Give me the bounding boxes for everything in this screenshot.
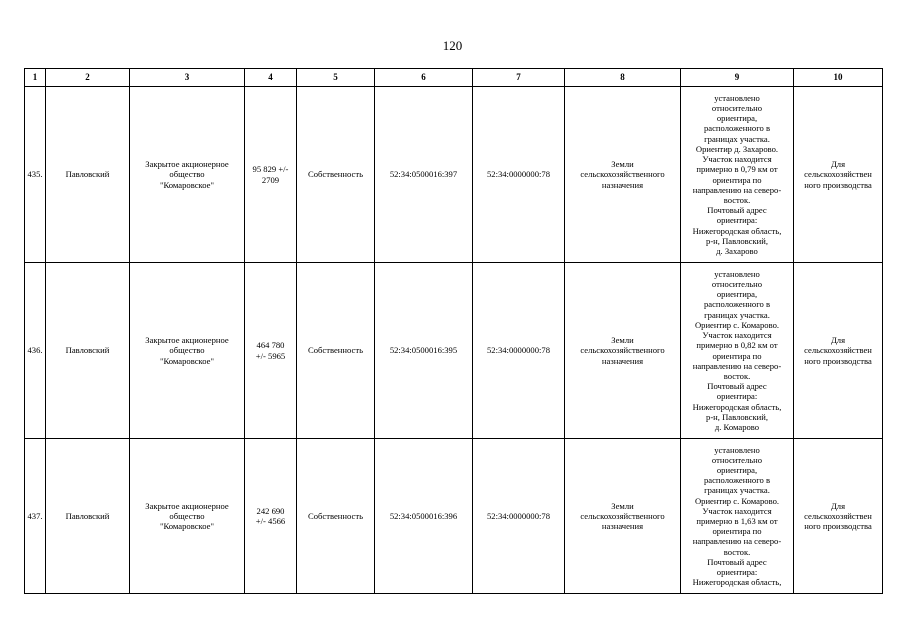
land-registry-table xyxy=(24,68,883,594)
location-cell xyxy=(681,87,794,263)
location-cell xyxy=(681,263,794,439)
column-header: 9 xyxy=(681,69,794,87)
owner-cell xyxy=(130,263,245,439)
row-number: 437. xyxy=(25,439,46,594)
area-cell xyxy=(245,87,297,263)
area-text: 95 829 +/- 2709 xyxy=(252,164,289,185)
area-cell xyxy=(245,263,297,439)
area-text: 242 690 +/- 4566 xyxy=(255,505,286,526)
column-header: 10 xyxy=(794,69,883,87)
column-header: 8 xyxy=(565,69,681,87)
owner-cell xyxy=(130,439,245,594)
permitted-use-cell xyxy=(794,439,883,594)
owner-text: Закрытое акционерное общество "Комаровское" xyxy=(145,500,229,532)
column-header: 3 xyxy=(130,69,245,87)
table-row xyxy=(25,439,883,594)
row-number: 435. xyxy=(25,87,46,263)
location-cell xyxy=(681,439,794,594)
permitted-use-text: Для сельскохозяйствен ного производства xyxy=(804,500,872,532)
table-row xyxy=(25,87,883,263)
land-category-cell xyxy=(565,263,681,439)
location-text: установлено относительно ориентира, расположенного в границах участка. Ориентир д. Захарово. Участок находится примерно в 0,79 км от ориентира по направлению на северо- восток. Почтовый адрес ориентира: Нижегородская область, р-н, Павловский, д. Захарово xyxy=(692,92,782,256)
owner-text: Закрытое акционерное общество "Комаровское" xyxy=(145,335,229,366)
area-cell xyxy=(245,439,297,594)
permitted-use-text: Для сельскохозяйствен ного производства xyxy=(804,335,872,366)
permitted-use-cell xyxy=(794,87,883,263)
right-type-cell: Собственность xyxy=(297,87,375,263)
permitted-use-cell xyxy=(794,263,883,439)
district-cell: Павловский xyxy=(46,87,130,263)
district-cell: Павловский xyxy=(46,263,130,439)
column-header: 1 xyxy=(25,69,46,87)
land-category-cell xyxy=(565,439,681,594)
right-type-cell: Собственность xyxy=(297,439,375,594)
location-text: установлено относительно ориентира, расположенного в границах участка. Ориентир с. Комарово. Участок находится примерно в 0,82 км от ориентира по направлению на северо- восток. Почтовый адрес ориентира: Нижегородская область, р-н, Павловский, д. Комарово xyxy=(692,268,782,432)
column-header: 5 xyxy=(297,69,375,87)
cadastral-number-cell: 52:34:0500016:395 xyxy=(375,263,473,439)
owner-cell xyxy=(130,87,245,263)
land-category-text: Земли сельскохозяйственного назначения xyxy=(580,500,665,532)
parent-cadastral-cell: 52:34:0000000:78 xyxy=(473,439,565,594)
table-row xyxy=(25,263,883,439)
parent-cadastral-cell: 52:34:0000000:78 xyxy=(473,87,565,263)
parent-cadastral-cell: 52:34:0000000:78 xyxy=(473,263,565,439)
right-type-cell: Собственность xyxy=(297,263,375,439)
column-header: 7 xyxy=(473,69,565,87)
header-row xyxy=(25,69,883,87)
column-header: 6 xyxy=(375,69,473,87)
cadastral-number-cell: 52:34:0500016:396 xyxy=(375,439,473,594)
permitted-use-text: Для сельскохозяйствен ного производства xyxy=(804,159,872,190)
cadastral-number-cell: 52:34:0500016:397 xyxy=(375,87,473,263)
land-category-text: Земли сельскохозяйственного назначения xyxy=(580,159,665,190)
page-number: 120 xyxy=(442,38,463,53)
district-cell: Павловский xyxy=(46,439,130,594)
land-category-cell xyxy=(565,87,681,263)
row-number: 436. xyxy=(25,263,46,439)
column-header: 2 xyxy=(46,69,130,87)
location-text: установлено относительно ориентира, расположенного в границах участка. Ориентир с. Комарово. Участок находится примерно в 1,63 км от ориентира по направлению на северо- восток. Почтовый адрес ориентира: Нижегородская область, xyxy=(692,444,782,588)
column-header: 4 xyxy=(245,69,297,87)
land-category-text: Земли сельскохозяйственного назначения xyxy=(580,335,665,366)
area-text: 464 780 +/- 5965 xyxy=(255,340,286,361)
owner-text: Закрытое акционерное общество "Комаровское" xyxy=(145,159,229,190)
